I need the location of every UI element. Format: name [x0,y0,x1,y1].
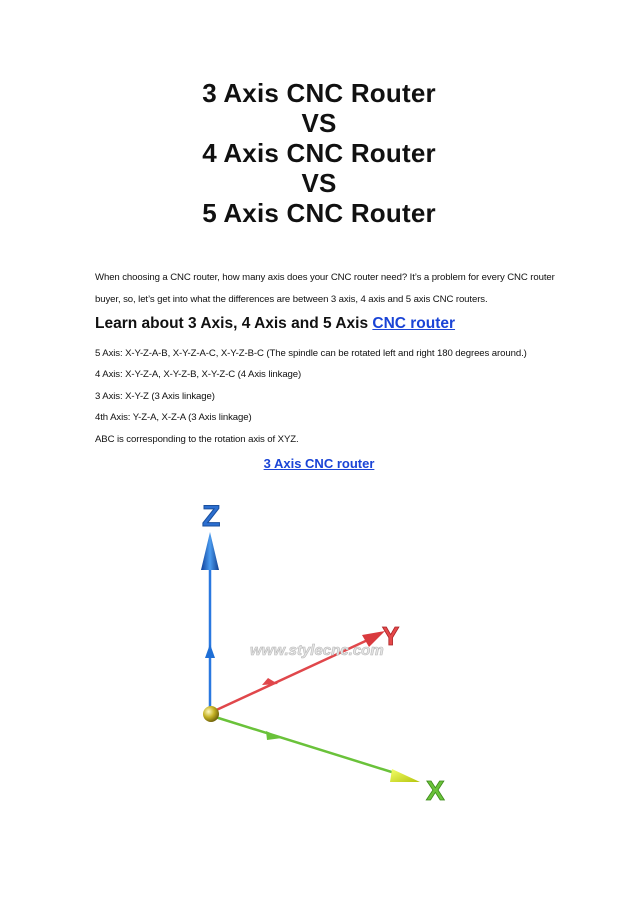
axis-diagram [170,488,470,818]
page-title [0,78,638,228]
cnc-router-link[interactable]: CNC router [372,315,456,332]
y-axis-label: Y [382,621,400,651]
subsection-heading [0,456,638,471]
axis-list [95,343,555,450]
x-axis-line [212,716,398,774]
title-line: VS [301,108,337,138]
three-axis-cnc-router-link[interactable]: 3 Axis CNC router [263,456,375,471]
axis-line: 3 Axis: X-Y-Z (3 Axis linkage) [95,390,215,402]
x-axis-arrowhead [390,769,420,782]
axis-line: ABC is corresponding to the rotation axis of XYZ. [95,433,299,445]
axis-line: 4th Axis: Y-Z-A, X-Z-A (3 Axis linkage) [95,412,252,424]
z-axis-mid-arrow [205,644,215,658]
axis-line: 5 Axis: X-Y-Z-A-B, X-Y-Z-A-C, X-Y-Z-B-C (The spindle can be rotated left and right 180 degrees around.) [95,348,527,359]
title-line: 5 Axis CNC Router [202,198,436,228]
x-axis-mid-arrow [266,731,282,740]
watermark: www.stylecnc.com [250,642,384,659]
title-line: 3 Axis CNC Router [202,78,436,108]
section-heading [95,313,555,335]
x-axis-label: X [426,775,445,806]
axis-line: 4 Axis: X-Y-Z-A, X-Y-Z-B, X-Y-Z-C (4 Axis linkage) [95,369,302,381]
origin-ball [203,706,219,722]
z-axis-arrowhead [201,532,219,570]
z-axis-label: Z [202,500,221,533]
title-line: 4 Axis CNC Router [202,138,436,168]
title-line: VS [301,168,337,198]
intro-paragraph: When choosing a CNC router, how many axis does your CNC router need? It’s a problem for every CNC router buyer, so, let’s get into what the differences are between 3 axis, 4 axis and 5 axis CNC routers. [95,272,555,305]
section-heading-text: Learn about 3 Axis, 4 Axis and 5 Axis [95,315,373,332]
